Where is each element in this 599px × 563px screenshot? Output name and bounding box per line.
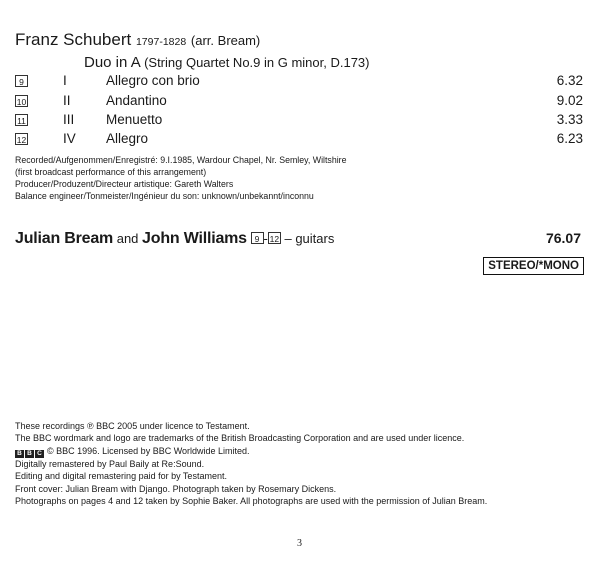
bbc-logo-block: C [35, 450, 44, 458]
footer-line: Front cover: Julian Bream with Django. Photograph taken by Rosemary Dickens. [15, 483, 337, 494]
format-badge: STEREO/*MONO [483, 257, 584, 275]
movement-title: Allegro con brio [106, 73, 200, 88]
movement-numeral: I [63, 73, 67, 88]
footer-line: The BBC wordmark and logo are trademarks of the British Broadcasting Corporation and are used under licence. [15, 433, 465, 444]
track-number-badge: 12 [269, 234, 280, 244]
movement-duration: 6.32 [556, 73, 583, 88]
track-number-badge: 12 [16, 135, 27, 145]
footer-line: Editing and digital remastering paid for by Testament. [15, 471, 227, 482]
footer-line [15, 445, 487, 458]
credit-line: (first broadcast performance of this arrangement) [15, 167, 207, 177]
credit-line: Recorded/Aufgenommen/Enregistré: 9.I.1985, Wardour Chapel, Nr. Semley, Wiltshire [15, 155, 347, 165]
track-number-badge: 11 [15, 114, 28, 126]
movement-title: Andantino [106, 93, 167, 108]
credit-line: Balance engineer/Tonmeister/Ingénieur du son: unknown/unbekannt/inconnu [15, 191, 314, 201]
movement-title: Allegro [106, 131, 149, 146]
total-duration: 76.07 [545, 230, 581, 246]
movement-title: Menuetto [106, 112, 163, 127]
track-number-badge: 9 [15, 75, 28, 87]
movement-numeral: II [63, 93, 71, 108]
track-range-dash: - [263, 231, 268, 246]
movement-duration: 6.23 [556, 131, 583, 146]
composer-name: Franz Schubert [15, 30, 132, 49]
credit-line: Producer/Produzent/Directeur artistique: Gareth Walters [15, 179, 234, 189]
movement-duration: 9.02 [556, 93, 583, 108]
track-number-badge: 9 [251, 232, 264, 244]
movement-duration: 3.33 [556, 112, 583, 127]
performer-name: John Williams [142, 230, 247, 247]
footer-line: These recordings ℗ BBC 2005 under licence to Testament. [15, 421, 250, 431]
bbc-logo [15, 450, 44, 458]
track-number-badge: 10 [16, 97, 27, 107]
footer-text: © BBC 1996. Licensed by BBC Worldwide Limited. [47, 445, 250, 456]
performer-name: Julian Bream [15, 230, 114, 247]
performer-conjunction: and [116, 231, 139, 246]
composer-years: 1797-1828 [135, 36, 187, 48]
movement-numeral: III [63, 112, 75, 127]
instrument-label: – guitars [284, 231, 335, 246]
page-number: 3 [297, 538, 302, 549]
movement-numeral: IV [63, 131, 76, 146]
footer-line: Photographs on pages 4 and 12 taken by Sophie Baker. All photographs are used with the permission of Julian Bream. [15, 496, 488, 507]
bbc-logo-block: B [15, 450, 24, 458]
recording-credits [15, 154, 347, 202]
work-heading [84, 54, 370, 71]
work-subtitle: (String Quartet No.9 in G minor, D.173) [144, 55, 370, 70]
arrangement-note: (arr. Bream) [190, 33, 261, 48]
copyright-footer [15, 420, 487, 507]
bbc-logo-block: B [25, 450, 34, 458]
work-title: Duo in A [84, 54, 140, 71]
performers-line [15, 230, 334, 248]
composer-heading [15, 30, 260, 50]
footer-line: Digitally remastered by Paul Baily at Re:Sound. [15, 458, 205, 469]
